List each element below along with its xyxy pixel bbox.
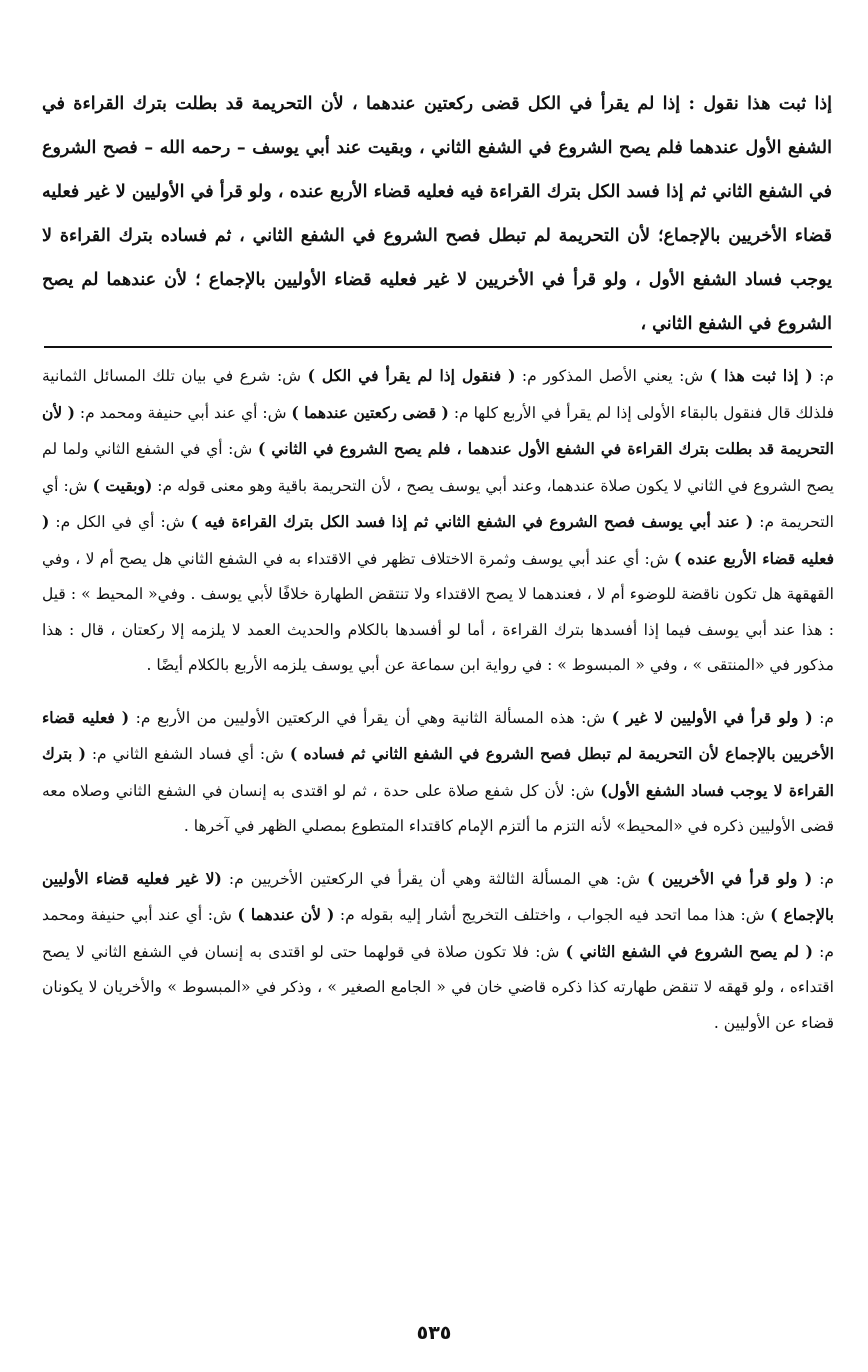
- quoted-matn-segment: ( فعليه قضاء الأربع عنده ): [42, 512, 834, 568]
- quoted-matn-segment: ( إذا ثبت هذا ): [709, 366, 813, 385]
- commentary-segment: ش: أي عند أبي يوسف وثمرة الاختلاف تظهر في الاقتداء به في الشفع الثاني هل يصح أم لا ، وفي القهقهة هل تكون ناقضة للوضوء أم لا ، فعندهما لا يصح الاقتداء ولا تنتقض الطهارة خلافًا لأبي يوسف . وفي« المحيط » : قيل : هذا عند أبي يوسف فيما إذا أفسدها بترك القراءة ، أما لو أفسدها بالكلام والحديث العمد لا يلزمه إلا ركعتان ، قال : هذا مذكور في «المنتقى » ، وفي « المبسوط » : في رواية ابن سماعة عن أبي يوسف يلزمه الأربع بالكلام أيضًا .: [42, 549, 834, 674]
- commentary-segment: ش: هذه المسألة الثانية وهي أن يقرأ في الركعتين الأوليين من الأربع م:: [129, 708, 612, 727]
- quoted-matn-segment: ( لأن عندهما ): [237, 905, 335, 924]
- commentary-block-3: [42, 861, 834, 1042]
- quoted-matn-segment: ( فنقول إذا لم يقرأ في الكل ): [307, 366, 516, 385]
- quoted-matn-segment: ( فعليه قضاء الأخريين بالإجماع لأن التحريمة لم تبطل فصح الشروع في الشفع الثاني ثم فساده ): [42, 707, 834, 763]
- commentary-segment: م:: [812, 869, 835, 888]
- commentary-segment: ش: أي في الكل م:: [49, 513, 191, 531]
- main-text: [42, 82, 832, 346]
- commentary-block-1: [42, 358, 834, 684]
- quoted-matn-segment: ( ولو قرأ في الأوليين لا غير ): [611, 707, 813, 727]
- commentary-segment: م:: [812, 708, 835, 727]
- commentary-segment: ش: لأن كل شفع صلاة على حدة ، ثم لو اقتدى به إنسان في الشفع الثاني وصلاه معه قضى الأوليين ذكره في «المحيط» لأنه التزم ما ألتزم الإمام كاقتداء المتطوع بمصلي الظهر في آخرها .: [42, 781, 834, 835]
- quoted-matn-segment: ( عند أبي يوسف فصح الشروع في الشفع الثاني ثم إذا فسد الكل بترك القراءة فيه ): [190, 512, 754, 531]
- quoted-matn-segment: ( ولو قرأ في الأخريين ): [647, 868, 813, 888]
- commentary-segment: ش: أي في الشفع الثاني ولما لم يصح الشروع في الثاني لا يكون صلاة عندهما، وعند أبي يوسف يصح ، لأن التحريمة باقية وهو معنى قوله م:: [42, 440, 834, 495]
- commentary: [42, 358, 834, 1041]
- commentary-segment: ش: يعني الأصل المذكور م:: [515, 367, 710, 385]
- quoted-matn-segment: ( لأن التحريمة قد بطلت بترك القراءة في الشفع الأول عندهما ، فلم يصح الشروع في الثاني ): [42, 402, 834, 458]
- quoted-matn-segment: (لا غير فعليه قضاء الأوليين بالإجماع ): [42, 868, 834, 924]
- commentary-segment: ش: أي التحريمة م:: [42, 476, 834, 531]
- commentary-segment: ش: أي فساد الشفع الثاني م:: [85, 745, 290, 763]
- main-text-paragraph: إذا ثبت هذا نقول : إذا لم يقرأ في الكل قضى ركعتين عندهما ، لأن التحريمة قد بطلت بترك القراءة في الشفع الأول عندهما فلم يصح الشروع في الشفع الثاني ، وبقيت عند أبي يوسف – رحمه الله – فصح الشروع في الشفع الثاني ثم إذا فسد الكل بترك القراءة فيه فعليه قضاء الأربع عنده ، ولو قرأ في الأوليين لا غير فعليه قضاء الأخريين بالإجماع؛ لأن التحريمة لم تبطل فصح الشروع في الشفع الثاني ، ثم فساده بترك القراءة لا يوجب فساد الشفع الأول ، ولو قرأ في الأخريين لا غير فعليه قضاء الأوليين بالإجماع ؛ لأن عندهما لم يصح الشروع في الشفع الثاني ،: [42, 94, 832, 334]
- quoted-matn-segment: (وبقيت ): [92, 475, 153, 495]
- commentary-segment: ش: هي المسألة الثالثة وهي أن يقرأ في الركعتين الأخريين م:: [221, 869, 648, 888]
- separator-rule: [44, 346, 832, 348]
- commentary-segment: ش: فلا تكون صلاة في قولهما حتى لو اقتدى به إنسان في الشفع الثاني لا يصح اقتداءه ، ولو قهقه لا تنقض طهارته كذا ذكره قاضي خان في « الجامع الصغير » ، وذكر في «المبسوط » والأخريان لا يكونان قضاء عن الأوليين .: [42, 942, 834, 1032]
- quoted-matn-segment: ( قضى ركعتين عندهما ): [291, 402, 449, 422]
- commentary-segment: م:: [812, 367, 834, 385]
- quoted-matn-segment: ( لم يصح الشروع في الشفع الثاني ): [565, 941, 813, 961]
- commentary-segment: ش: أي عند أبي حنيفة ومحمد م:: [74, 403, 292, 422]
- commentary-block-2: [42, 700, 834, 845]
- quoted-matn-segment: ( بترك القراءة لا يوجب فساد الشفع الأول): [42, 744, 834, 800]
- page-number: ٥٣٥: [416, 1322, 452, 1344]
- commentary-segment: ش: أي عند أبي حنيفة ومحمد م:: [42, 906, 835, 961]
- commentary-segment: ش: هذا مما اتحد فيه الجواب ، واختلف التخريج أشار إليه بقوله م:: [334, 906, 771, 924]
- commentary-segment: ش: شرع في بيان تلك المسائل الثمانية فلذلك قال فنقول بالبقاء الأولى إذا لم يقرأ في الأربع كلها م:: [42, 367, 834, 422]
